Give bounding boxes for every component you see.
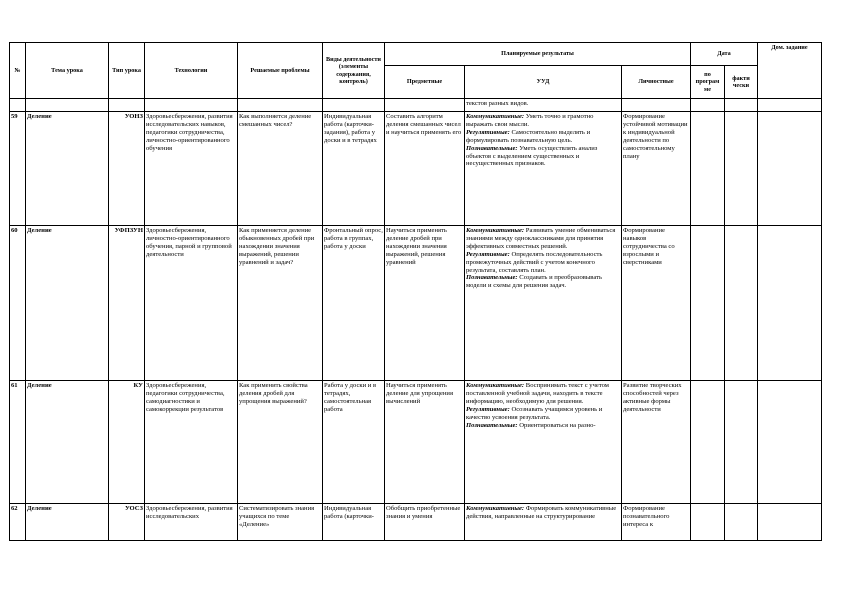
lesson-problems: Как применить свойства деления дробей для упрощения выражений? — [238, 381, 323, 504]
lesson-date-fact — [725, 381, 758, 504]
uud-text: Воспринимать текст с учетом поставленной учебной задачи, находить в тексте информацию, необходимую для решения. — [466, 382, 609, 405]
lesson-subject: Научиться применять деление для упрощения вычислений — [385, 381, 465, 504]
lesson-tech: Здоровьесбережения, педагогики сотрудничества, самодиагностики и самокоррекции результатов — [145, 381, 238, 504]
uud-label: Регулятивные: — [466, 405, 510, 413]
uud-text: Определять последовательность промежуточных действий с учетом конечного результата, составлять план. — [466, 250, 603, 274]
lesson-num: 62 — [10, 504, 26, 541]
continuation-text: текстов разных видов. — [465, 99, 622, 112]
lesson-plan-table — [9, 42, 822, 541]
lesson-personal: Развитие творческих способностей через активные формы деятельности — [622, 381, 691, 504]
lesson-topic: Деление — [26, 112, 109, 226]
lesson-uud — [465, 381, 622, 504]
uud-text: Уметь точно и грамотно выражать свои мысли. — [466, 113, 594, 128]
lesson-subject: Научиться применять деление дробей при нахождении значения выражений, решения уравнений — [385, 226, 465, 381]
lesson-problems: Как выполняется деление смешанных чисел? — [238, 112, 323, 226]
col-header-date-fact: факти чески — [725, 66, 758, 99]
uud-label: Коммуникативные: — [466, 382, 525, 389]
lesson-uud — [465, 112, 622, 226]
table-row — [10, 112, 822, 226]
lesson-date-fact — [725, 504, 758, 541]
col-header-date: Дата — [691, 43, 758, 66]
lesson-date-plan — [691, 112, 725, 226]
uud-text: Формировать коммуникативные действия, направленные на структурирование — [466, 505, 617, 520]
lesson-tech: Здоровьесбережения, развития исследовательских — [145, 504, 238, 541]
lesson-activity: Фронтальный опрос, работа в группах, работа у доски — [323, 226, 385, 381]
table-row — [10, 381, 822, 504]
col-header-tech: Технологии — [145, 43, 238, 99]
uud-label: Познавательные: — [466, 421, 518, 429]
lesson-uud — [465, 226, 622, 381]
uud-label: Познавательные: — [466, 274, 518, 282]
uud-label: Регулятивные: — [466, 250, 510, 258]
lesson-topic: Деление — [26, 381, 109, 504]
lesson-type: КУ — [109, 381, 145, 504]
lesson-type: УОСЗ — [109, 504, 145, 541]
col-header-date-plan: по програм ме — [691, 66, 725, 99]
lesson-personal: Формирование устойчивой мотивации к индивидуальной деятельности по самостоятельному плану — [622, 112, 691, 226]
uud-label: Коммуникативные: — [466, 227, 525, 234]
lesson-problems: Как применяется деление обыкновенных дробей при нахождении значения выражений, решении уравнений и задач? — [238, 226, 323, 381]
lesson-date-fact — [725, 226, 758, 381]
col-header-problems: Решаемые проблемы — [238, 43, 323, 99]
lesson-date-plan — [691, 504, 725, 541]
lesson-type: УФПЗУН — [109, 226, 145, 381]
uud-text: Ориентироваться на разно- — [519, 421, 596, 429]
lesson-activity: Работа у доски и в тетрадях, самостоятельная работа — [323, 381, 385, 504]
uud-text: Создавать и преобразовывать модели и схемы для решения задач. — [466, 274, 602, 290]
lesson-activity: Индивидуальная работа (карточки-задания), работа у доски и в тетрадях — [323, 112, 385, 226]
uud-label: Коммуникативные: — [466, 505, 525, 512]
lesson-date-plan — [691, 381, 725, 504]
lesson-homework — [758, 504, 822, 541]
lesson-topic: Деление — [26, 504, 109, 541]
col-header-num: № — [10, 43, 26, 99]
col-header-personal: Личностные — [622, 66, 691, 99]
col-header-planned: Планируемые результаты — [385, 43, 691, 66]
lesson-tech: Здоровьесбережения, развития исследовательских навыков, педагогики сотрудничества, личностно-ориентированного обучения — [145, 112, 238, 226]
col-header-type: Тип урока — [109, 43, 145, 99]
lesson-date-plan — [691, 226, 725, 381]
lesson-uud — [465, 504, 622, 541]
col-header-homework: Дом. задание — [758, 43, 822, 99]
lesson-num: 60 — [10, 226, 26, 381]
uud-text: Уметь осуществлять анализ объектов с выделением существенных и несущественных признаков. — [466, 144, 598, 168]
lesson-personal: Формирование познавательного интереса к — [622, 504, 691, 541]
lesson-homework — [758, 226, 822, 381]
continuation-row — [10, 99, 822, 112]
table-row — [10, 504, 822, 541]
lesson-homework — [758, 112, 822, 226]
header-row-1 — [10, 43, 822, 66]
col-header-uud: УУД — [465, 66, 622, 99]
lesson-type: УОНЗ — [109, 112, 145, 226]
uud-text: Самостоятельно выделять и формулировать познавательную цель. — [466, 128, 591, 144]
lesson-topic: Деление — [26, 226, 109, 381]
uud-label: Регулятивные: — [466, 128, 510, 136]
lesson-homework — [758, 381, 822, 504]
uud-label: Познавательные: — [466, 144, 518, 152]
col-header-subject: Предметные — [385, 66, 465, 99]
col-header-topic: Тема урока — [26, 43, 109, 99]
lesson-date-fact — [725, 112, 758, 226]
lesson-problems: Систематизировать знания учащихся по теме «Деление» — [238, 504, 323, 541]
lesson-tech: Здоровьесбережения, личностно-ориентированного обучения, парной и групповой деятельности — [145, 226, 238, 381]
table-row — [10, 226, 822, 381]
col-header-activity: Виды деятельности (элементы содержания, контроль) — [323, 43, 385, 99]
uud-text: Развивать умение обмениваться знаниями между одноклассниками для принятия эффективных совместных решений. — [466, 227, 616, 250]
lesson-subject: Составить алгоритм деления смешанных чисел и научиться применять его — [385, 112, 465, 226]
lesson-activity: Индивидуальная работа (карточки- — [323, 504, 385, 541]
lesson-num: 61 — [10, 381, 26, 504]
uud-label: Коммуникативные: — [466, 113, 525, 120]
lesson-personal: Формирование навыков сотрудничества со взрослыми и сверстниками — [622, 226, 691, 381]
uud-text: Осознавать учащимся уровень и качество усвоения результата. — [466, 405, 603, 421]
lesson-num: 59 — [10, 112, 26, 226]
lesson-subject: Обобщить приобретенные знания и умения — [385, 504, 465, 541]
